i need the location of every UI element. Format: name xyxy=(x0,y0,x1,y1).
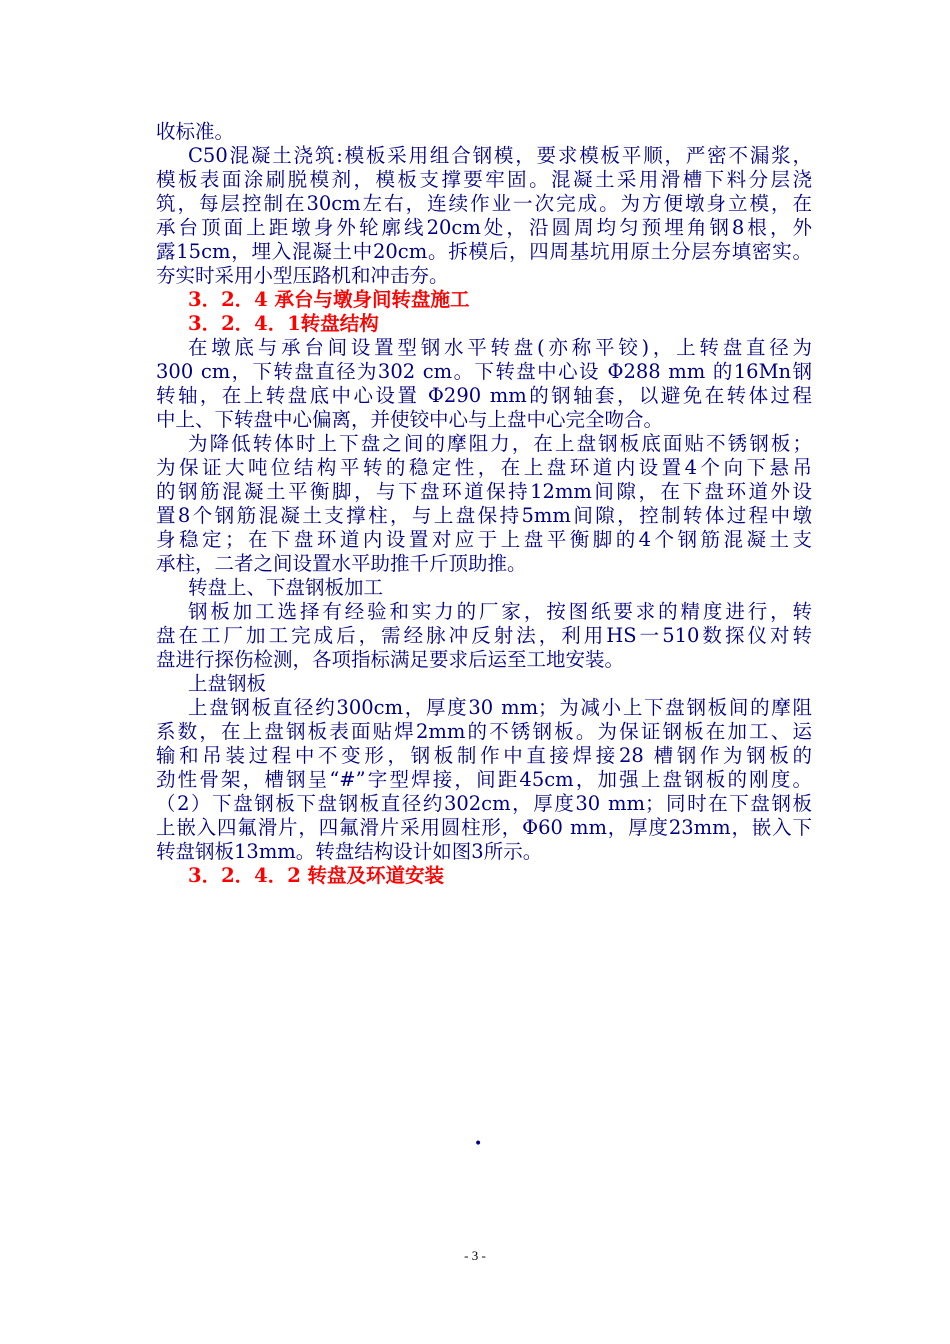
paragraph-line: C50混凝土浇筑:模板采用组合钢模，要求模板平顺，严密不漏浆， xyxy=(188,144,812,167)
paragraph-line: 收标准。 xyxy=(156,120,235,143)
paragraph-subtitle: 上盘钢板 xyxy=(188,672,267,695)
paragraph-line: 系数，在上盘钢板表面贴焊2mm的不锈钢板。为保证钢板在加工、运 xyxy=(156,720,812,743)
paragraph-line: 钢板加工选择有经验和实力的厂家，按图纸要求的精度进行，转 xyxy=(188,600,812,623)
paragraph-line: 模板表面涂刷脱模剂，模板支撑要牢固。混凝土采用滑槽下料分层浇 xyxy=(156,168,812,191)
section-heading: 3．2．4 承台与墩身间转盘施工 xyxy=(188,288,470,311)
paragraph-line: 转轴，在上转盘底中心设置 Φ290 mm的钢轴套，以避免在转体过程 xyxy=(156,384,812,407)
paragraph-line: 300 cm，下转盘直径为302 cm。下转盘中心设 Φ288 mm 的16Mn钢 xyxy=(156,360,813,383)
paragraph-line: 上盘钢板直径约300cm，厚度30 mm；为减小上下盘钢板间的摩阻 xyxy=(188,696,812,719)
paragraph-line: 劲性骨架，槽钢呈“#”字型焊接，间距45cm，加强上盘钢板的刚度。 xyxy=(156,768,812,791)
subsection-heading: 3．2．4．1转盘结构 xyxy=(188,312,379,335)
paragraph-line: 上嵌入四氟滑片，四氟滑片采用圆柱形，Φ60 mm，厚度23mm，嵌入下 xyxy=(156,816,812,839)
paragraph-line: 为降低转体时上下盘之间的摩阻力，在上盘钢板底面贴不锈钢板； xyxy=(188,432,812,455)
paragraph-line: 转盘钢板13mm。转盘结构设计如图3所示。 xyxy=(156,840,543,863)
paragraph-line: 承柱，二者之间设置水平助推千斤顶助推。 xyxy=(156,552,527,575)
paragraph-line: 露15cm，埋入混凝土中20cm。拆模后，四周基坑用原土分层夯填密实。 xyxy=(156,240,812,263)
stray-mark: • xyxy=(474,1136,483,1152)
paragraph-line: 盘进行探伤检测，各项指标满足要求后运至工地安装。 xyxy=(156,648,625,671)
paragraph-line: 身稳定；在下盘环道内设置对应于上盘平衡脚的4个钢筋混凝土支 xyxy=(156,528,812,551)
document-body xyxy=(156,120,812,888)
paragraph-line: 在墩底与承台间设置型钢水平转盘(亦称平铰)，上转盘直径为 xyxy=(188,336,812,359)
paragraph-line: 盘在工厂加工完成后，需经脉冲反射法，利用HS一510数探仪对转 xyxy=(156,624,812,647)
paragraph-line: 夯实时采用小型压路机和冲击夯。 xyxy=(156,264,449,287)
page-number: - 3 - xyxy=(464,1248,486,1263)
paragraph-line: （2）下盘钢板下盘钢板直径约302cm，厚度30 mm；同时在下盘钢板 xyxy=(156,792,812,815)
paragraph-line: 为保证大吨位结构平转的稳定性，在上盘环道内设置4个向下悬吊 xyxy=(156,456,812,479)
paragraph-line: 筑，每层控制在30cm左右，连续作业一次完成。为方便墩身立模，在 xyxy=(156,192,812,215)
subsection-heading: 3．2．4．2 转盘及环道安装 xyxy=(188,864,445,887)
paragraph-line: 置8个钢筋混凝土支撑柱，与上盘保持5mm间隙，控制转体过程中墩 xyxy=(156,504,812,527)
paragraph-subtitle: 转盘上、下盘钢板加工 xyxy=(188,576,384,599)
paragraph-line: 的钢筋混凝土平衡脚，与下盘环道保持12mm间隙，在下盘环道外设 xyxy=(156,480,812,503)
paragraph-line: 承台顶面上距墩身外轮廓线20cm处，沿圆周均匀预埋角钢8根，外 xyxy=(156,216,812,239)
paragraph-line: 输和吊装过程中不变形，钢板制作中直接焊接28 槽钢作为钢板的 xyxy=(156,744,812,767)
paragraph-line: 中上、下转盘中心偏离，并使铰中心与上盘中心完全吻合。 xyxy=(156,408,664,431)
